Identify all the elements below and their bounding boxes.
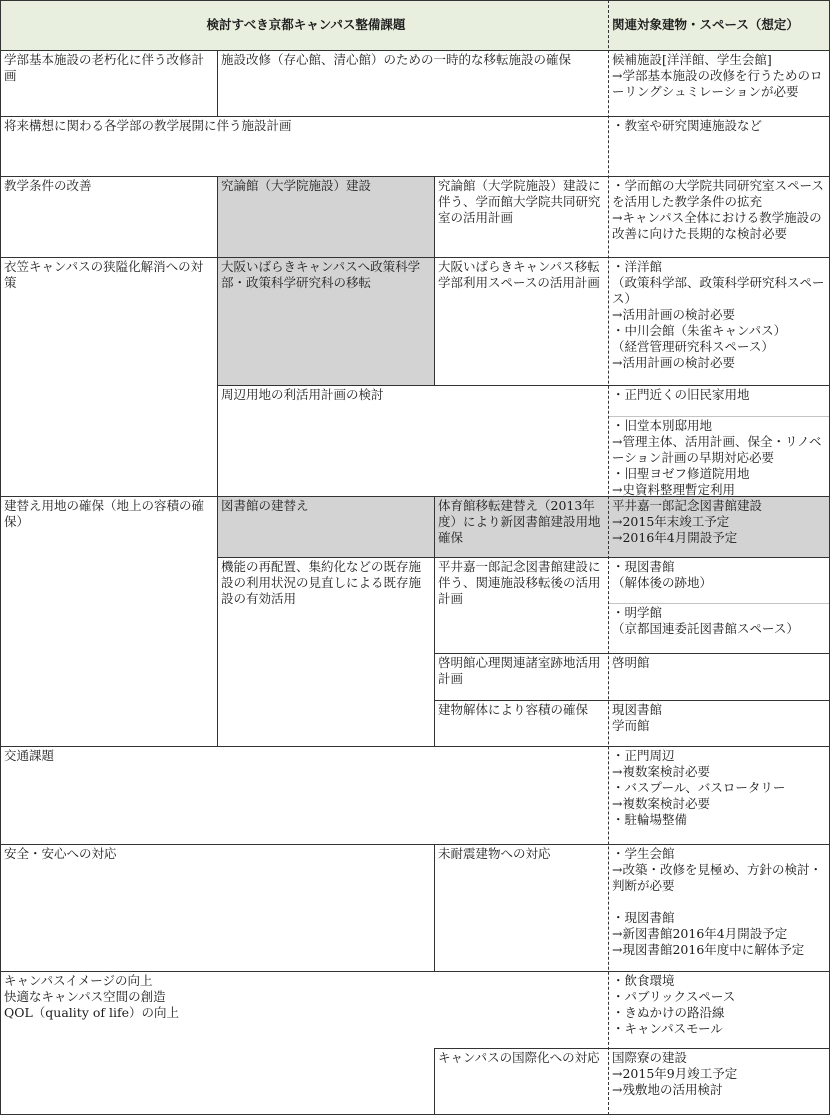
grid-line <box>0 844 830 845</box>
cell-r1-sub: 施設改修（存心館、清心館）のための一時的な移転施設の確保 <box>221 52 572 67</box>
cell-r4-sub: 大阪いばらきキャンパスへ政策科学部・政策科学研究科の移転 <box>217 257 434 385</box>
cell-r4-related2a: ・正門近くの旧民家用地 <box>612 387 750 402</box>
cell-r4-issue: 衣笠キャンパスの狭隘化解消への対策 <box>4 259 204 290</box>
cell-r4-detail: 大阪いばらきキャンパス移転学部利用スペースの活用計画 <box>438 259 600 290</box>
grid-line <box>608 416 830 417</box>
cell-r7-detail: 未耐震建物への対応 <box>438 846 551 861</box>
cell-r5-issue: 建替え用地の確保（地上の容積の確保） <box>4 498 205 529</box>
grid-line <box>608 603 830 604</box>
grid-line <box>434 496 435 746</box>
cell-r8-detail: キャンパスの国際化への対応 <box>438 1050 600 1065</box>
grid-line <box>434 176 435 385</box>
cell-r5-related3: 啓明館 <box>612 655 650 670</box>
grid-line <box>0 116 830 117</box>
grid-line <box>217 176 218 746</box>
cell-r5-related2a: ・現図書館 （解体後の跡地） <box>612 559 713 590</box>
cell-r3-related: ・学而館の大学院共同研究室スペースを活用した教学条件の拡充 →キャンパス全体における教学施設の改善に向けた長期的な検討必要 <box>612 178 824 241</box>
cell-r2-related: ・教室や研究関連施設など <box>612 118 763 133</box>
cell-r1-issue: 学部基本施設の老朽化に伴う改修計画 <box>4 52 205 83</box>
grid-line <box>217 557 830 558</box>
cell-r5-related: 平井嘉一郎記念図書館建設 →2015年末竣工予定 →2016年4月開設予定 <box>608 496 830 557</box>
grid-line <box>0 0 1 1115</box>
cell-r3-sub: 究論館（大学院施設）建設 <box>217 176 434 257</box>
cell-r8-related2: 国際寮の建設 →2015年9月竣工予定 →残敷地の活用検討 <box>612 1050 738 1097</box>
cell-r5-sub: 図書館の建替え <box>217 496 434 557</box>
cell-r5-related4: 現図書館 学而館 <box>612 702 663 733</box>
grid-line <box>434 1048 830 1049</box>
grid-line <box>0 746 830 747</box>
cell-r7-issue: 安全・安心への対応 <box>4 846 117 861</box>
cell-r5-detail4: 建物解体により容積の確保 <box>438 702 589 717</box>
cell-r8-related: ・飲食環境 ・パブリックスペース ・きぬかけの路沿線 ・キャンパスモール <box>612 973 736 1036</box>
grid-line <box>0 176 830 177</box>
grid-line <box>0 496 830 497</box>
cell-r7-related: ・学生会館 →改築・改修を見極め、方針の検討・判断が必要 ・現図書館 →新図書館2016年4月開設予定 →現図書館2016年度中に解体予定 <box>612 846 822 957</box>
cell-r1-related: 候補施設[洋洋館、学生会館] →学部基本施設の改修を行うためのローリングシュミレーションが必要 <box>612 52 823 99</box>
cell-r6-issue: 交通課題 <box>4 748 55 763</box>
cell-r3-detail: 究論館（大学院施設）建設に伴う、学而館大学院共同研究室の活用計画 <box>438 178 601 225</box>
cell-r5-detail: 体育館移転建替え（2013年度）により新図書館建設用地確保 <box>434 496 608 557</box>
cell-r4-sub2: 周辺用地の利活用計画の検討 <box>221 387 384 402</box>
grid-line <box>0 50 830 51</box>
grid-line <box>434 700 830 701</box>
cell-r5-related2b: ・明学館 （京都国連委託図書館スペース） <box>612 605 799 636</box>
cell-r4-related2b: ・旧堂本別邸用地 →管理主体、活用計画、保全・リノベーション計画の早期対応必要 ・旧聖ヨゼフ修道院用地 →史資料整理暫定利用 <box>612 418 822 496</box>
grid-line <box>434 653 830 654</box>
grid-line <box>0 257 830 258</box>
grid-line <box>608 0 609 1115</box>
cell-r5-detail2: 平井嘉一郎記念図書館建設に伴う、関連施設移転後の活用計画 <box>438 559 601 606</box>
grid-line <box>217 385 830 386</box>
cell-r4-related: ・洋洋館 （政策科学部、政策科学研究科スペース） →活用計画の検討必要 ・中川会館（朱雀キャンパス） （経営管理研究科スペース） →活用計画の検討必要 <box>612 259 825 370</box>
cell-r3-issue: 教学条件の改善 <box>4 178 92 193</box>
cell-r5-sub2: 機能の再配置、集約化などの既存施設の利用状況の見直しによる既存施設の有効活用 <box>221 559 422 606</box>
grid-line <box>0 971 830 972</box>
header-related: 関連対象建物・スペース（想定） <box>608 0 830 50</box>
grid-line <box>0 0 830 1</box>
grid-line <box>217 50 218 116</box>
cell-r2-issue: 将来構想に関わる各学部の教学展開に伴う施設計画 <box>4 118 292 133</box>
cell-r8-issue: キャンパスイメージの向上 快適なキャンパス空間の創造 QOL（quality of life）の向上 <box>4 973 180 1020</box>
header-issues: 検討すべき京都キャンパス整備課題 <box>0 0 608 50</box>
cell-r6-related: ・正門周辺 →複数案検討必要 ・バスプール、バスロータリー →複数案検討必要 ・駐輪場整備 <box>612 748 786 827</box>
cell-r5-detail3: 啓明館心理関連諸室跡地活用計画 <box>438 655 601 686</box>
grid-line <box>434 1048 435 1115</box>
grid-line <box>434 844 435 971</box>
